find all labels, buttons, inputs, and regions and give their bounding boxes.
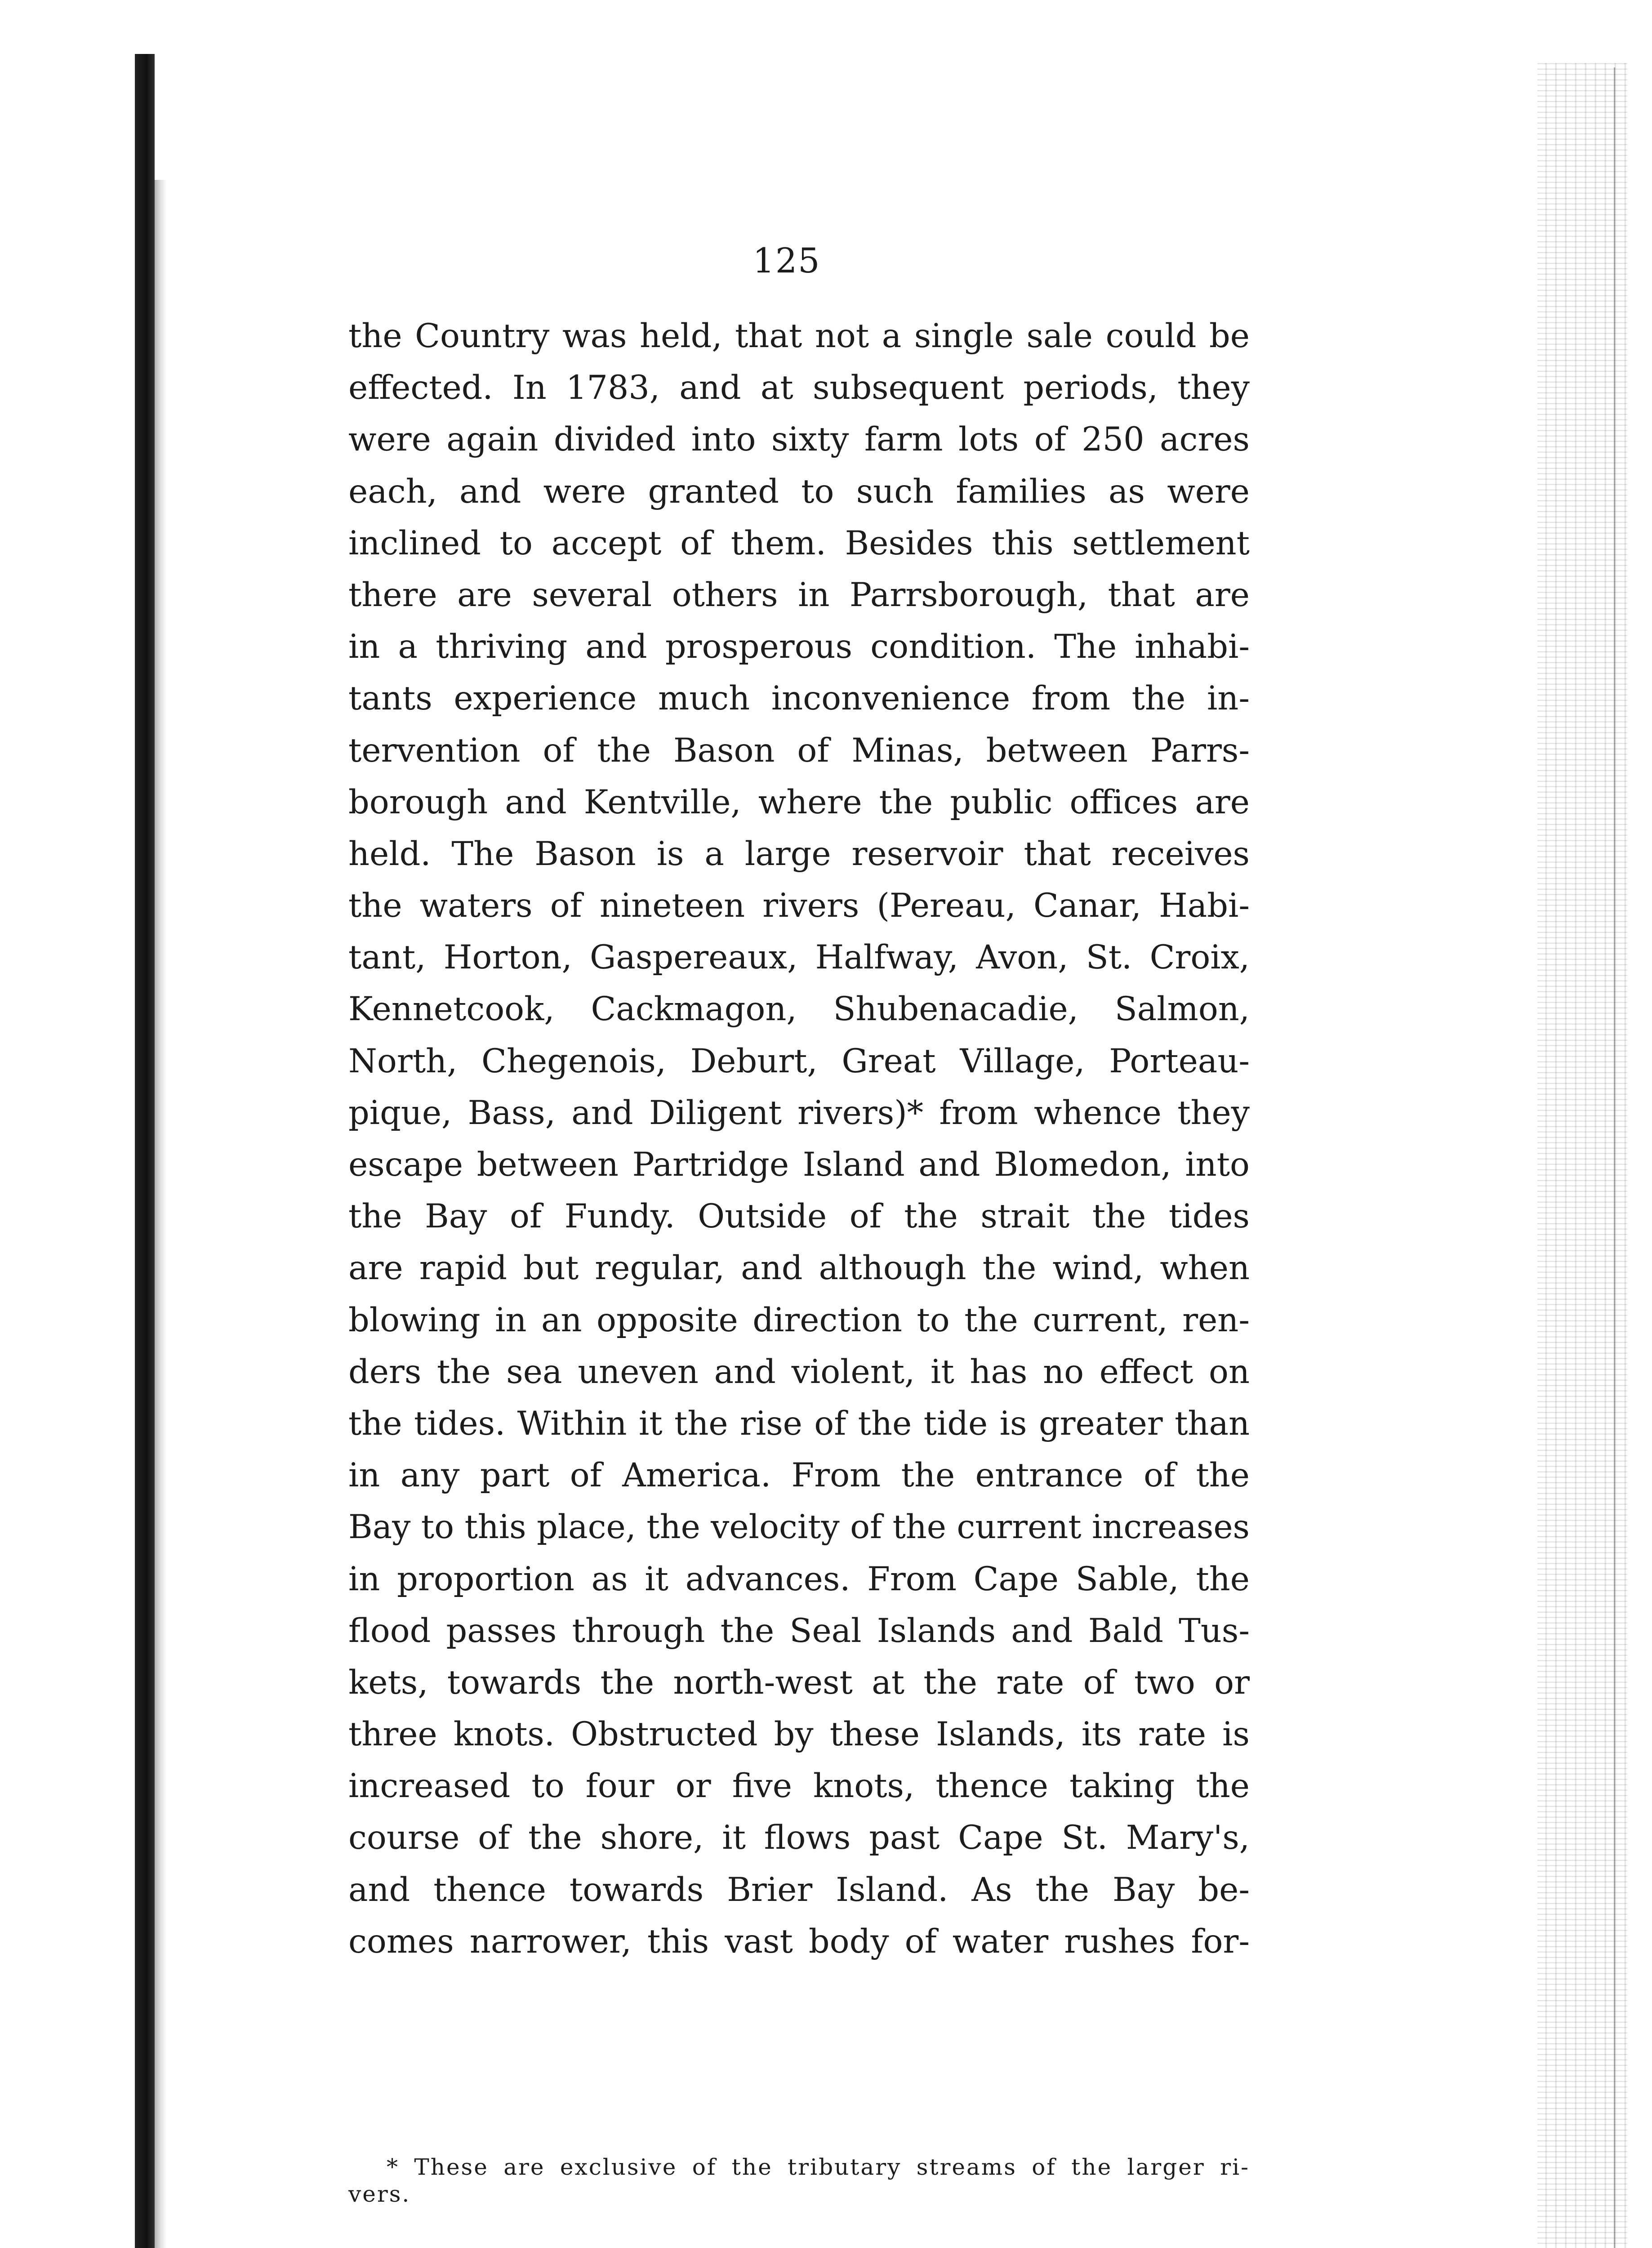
text-line: in any part of America. From the entrance of the [348,1456,1250,1495]
text-line: there are several others in Parrsborough, that are [348,575,1250,614]
text-line: tants experience much inconvenience from the in- [348,679,1250,718]
text-line: in a thriving and prosperous condition. The inhabi- [348,628,1250,666]
text-line: comes narrower, this vast body of water rushes for- [348,1922,1250,1961]
text-line: increased to four or five knots, thence taking the [348,1767,1250,1806]
text-line: each, and were granted to such families as were [348,472,1250,511]
book-binding-edge [135,54,155,2248]
footnote [348,2154,1250,2208]
text-line: were again divided into sixty farm lots of 250 acres [348,420,1250,459]
text-line: escape between Partridge Island and Blomedon, into [348,1146,1250,1184]
text-line: effected. In 1783, and at subsequent periods, they [348,369,1250,407]
text-line: in proportion as it advances. From Cape Sable, the [348,1560,1250,1598]
text-line: held. The Bason is a large reservoir that receives [348,834,1250,873]
text-line: borough and Kentville, where the public offices are [348,783,1250,821]
text-line: the Country was held, that not a single sale could be [348,317,1250,355]
body-text [348,310,1250,1967]
text-line: Bay to this place, the velocity of the current increases [348,1508,1250,1547]
text-line: tervention of the Bason of Minas, between Parrs- [348,731,1250,770]
text-line: are rapid but regular, and although the wind, when [348,1249,1250,1288]
text-line: pique, Bass, and Diligent rivers)* from whence they [348,1093,1250,1132]
text-line: blowing in an opposite direction to the current, ren- [348,1301,1250,1339]
text-line: tant, Horton, Gaspereaux, Halfway, Avon, St. Croix, [348,938,1250,977]
text-line: course of the shore, it flows past Cape St. Mary's, [348,1819,1250,1857]
text-line: the waters of nineteen rivers (Pereau, Canar, Habi- [348,887,1250,925]
footnote-line: * These are exclusive of the tributary streams of the larger ri- [387,2154,1250,2180]
text-line: kets, towards the north-west at the rate of two or [348,1663,1250,1702]
text-line: inclined to accept of them. Besides this settlement [348,524,1250,562]
page-number: 125 [753,241,821,281]
text-line: three knots. Obstructed by these Islands, its rate is [348,1715,1250,1754]
footnote-line: vers. [348,2181,411,2207]
text-line: Kennetcook, Cackmagon, Shubenacadie, Salmon, [348,990,1250,1029]
binding-shadow [155,180,166,2248]
text-line: the Bay of Fundy. Outside of the strait the tides [348,1197,1250,1236]
page-edge-line [1614,67,1615,2248]
text-line: flood passes through the Seal Islands and Bald Tus- [348,1611,1250,1650]
text-line: the tides. Within it the rise of the tide is greater than [348,1404,1250,1443]
text-line: ders the sea uneven and violent, it has no effect on [348,1352,1250,1391]
text-line: North, Chegenois, Deburt, Great Village, Porteau- [348,1042,1250,1080]
text-line: and thence towards Brier Island. As the Bay be- [348,1870,1250,1909]
